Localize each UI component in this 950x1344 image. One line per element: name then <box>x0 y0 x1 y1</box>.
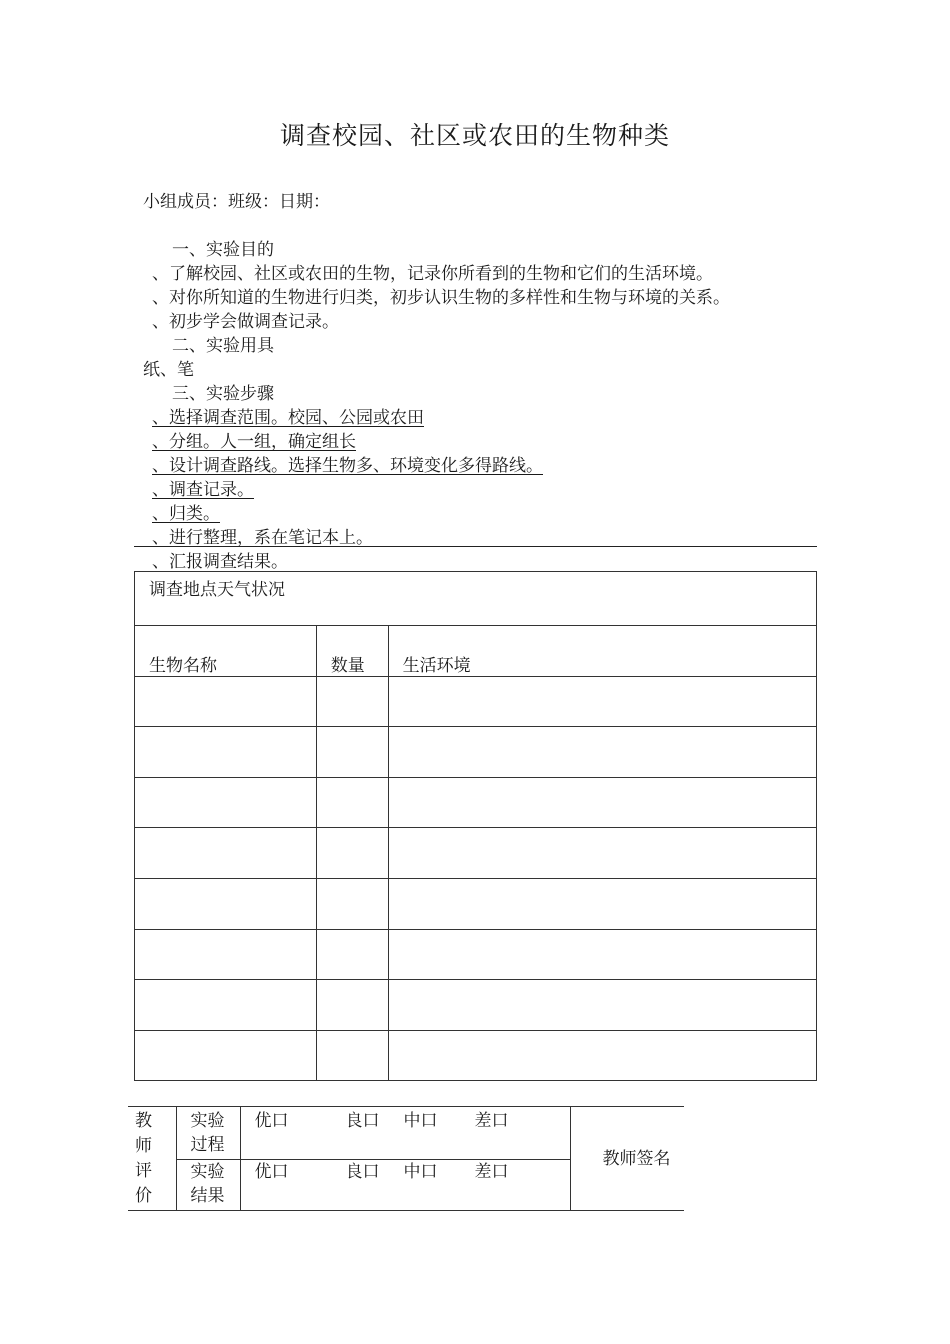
environment-cell[interactable] <box>388 930 816 980</box>
option-good[interactable]: 良口 <box>345 1111 380 1131</box>
item-label-line: 实验 <box>190 1162 225 1183</box>
table-row <box>135 727 817 778</box>
evaluation-row-process <box>128 1107 684 1160</box>
environment-cell[interactable] <box>388 778 816 828</box>
goal-heading: 一、实验目的 <box>172 240 274 260</box>
option-fair[interactable]: 中口 <box>403 1162 438 1183</box>
step-item: 、调查记录。 <box>152 480 254 500</box>
name-cell[interactable] <box>135 727 317 778</box>
quantity-cell[interactable] <box>316 677 388 727</box>
step-item: 、分组。人一组，确定组长 <box>152 432 356 452</box>
name-cell[interactable] <box>135 930 317 980</box>
group-char: 价 <box>135 1186 152 1206</box>
quantity-cell[interactable] <box>316 1031 388 1081</box>
environment-cell[interactable] <box>388 1031 816 1081</box>
item-label-line: 实验 <box>190 1111 225 1131</box>
option-poor[interactable]: 差口 <box>474 1162 509 1183</box>
evaluation-table <box>128 1106 684 1211</box>
table-row <box>135 879 817 930</box>
goal-item: 、对你所知道的生物进行归类，初步认识生物的多样性和生物与环境的关系。 <box>152 288 730 308</box>
group-char: 教 <box>135 1111 152 1131</box>
evaluation-item-result <box>176 1160 240 1211</box>
group-char: 师 <box>135 1136 152 1156</box>
evaluation-item-process <box>176 1107 240 1160</box>
name-cell[interactable] <box>135 980 317 1031</box>
item-label-line: 结果 <box>190 1186 225 1207</box>
quantity-cell[interactable] <box>316 727 388 778</box>
item-label-line: 过程 <box>190 1135 225 1155</box>
table-row <box>135 778 817 828</box>
environment-cell[interactable] <box>388 980 816 1031</box>
option-good[interactable]: 良口 <box>345 1162 380 1183</box>
info-line: 小组成员：班级：日期： <box>143 192 330 212</box>
location-weather-cell[interactable]: 调查地点天气状况 <box>135 572 817 626</box>
table-row <box>135 930 817 980</box>
option-fair[interactable]: 中口 <box>403 1111 438 1131</box>
table-row <box>135 1031 817 1081</box>
header-environment: 生活环境 <box>388 626 816 677</box>
header-name: 生物名称 <box>135 626 317 677</box>
environment-cell[interactable] <box>388 677 816 727</box>
name-cell[interactable] <box>135 677 317 727</box>
header-quantity: 数量 <box>316 626 388 677</box>
environment-cell[interactable] <box>388 727 816 778</box>
option-excellent[interactable]: 优口 <box>254 1162 289 1183</box>
table-row <box>135 677 817 727</box>
evaluation-options-result <box>240 1160 570 1211</box>
step-item: 、设计调查路线。选择生物多、环境变化多得路线。 <box>152 456 543 476</box>
table-header-row <box>135 626 817 677</box>
location-weather-row <box>135 572 817 626</box>
tools-text: 纸、笔 <box>143 360 194 380</box>
goal-item: 、初步学会做调查记录。 <box>152 312 339 332</box>
group-char: 评 <box>135 1161 152 1181</box>
tools-heading: 二、实验用具 <box>172 336 274 356</box>
quantity-cell[interactable] <box>316 828 388 879</box>
steps-heading: 三、实验步骤 <box>172 384 274 404</box>
evaluation-group-label <box>128 1107 176 1211</box>
option-excellent[interactable]: 优口 <box>254 1111 289 1131</box>
survey-table <box>134 571 817 1081</box>
quantity-cell[interactable] <box>316 980 388 1031</box>
step-item: 、选择调查范围。校园、公园或农田 <box>152 408 424 428</box>
table-row <box>135 980 817 1031</box>
name-cell[interactable] <box>135 778 317 828</box>
step-item: 、归类。 <box>152 504 220 524</box>
environment-cell[interactable] <box>388 828 816 879</box>
environment-cell[interactable] <box>388 879 816 930</box>
teacher-signature-cell[interactable]: 教师签名 <box>570 1107 684 1211</box>
name-cell[interactable] <box>135 879 317 930</box>
step-item: 、进行整理，系在笔记本上。 <box>152 528 373 548</box>
goal-item: 、了解校园、社区或农田的生物，记录你所看到的生物和它们的生活环境。 <box>152 264 713 284</box>
page-title: 调查校园、社区或农田的生物种类 <box>279 121 670 150</box>
option-poor[interactable]: 差口 <box>474 1111 509 1131</box>
table-row <box>135 828 817 879</box>
quantity-cell[interactable] <box>316 930 388 980</box>
quantity-cell[interactable] <box>316 778 388 828</box>
quantity-cell[interactable] <box>316 879 388 930</box>
evaluation-options-process <box>240 1107 570 1160</box>
name-cell[interactable] <box>135 828 317 879</box>
divider-line <box>134 546 817 547</box>
step-item: 、汇报调查结果。 <box>152 552 288 572</box>
name-cell[interactable] <box>135 1031 317 1081</box>
